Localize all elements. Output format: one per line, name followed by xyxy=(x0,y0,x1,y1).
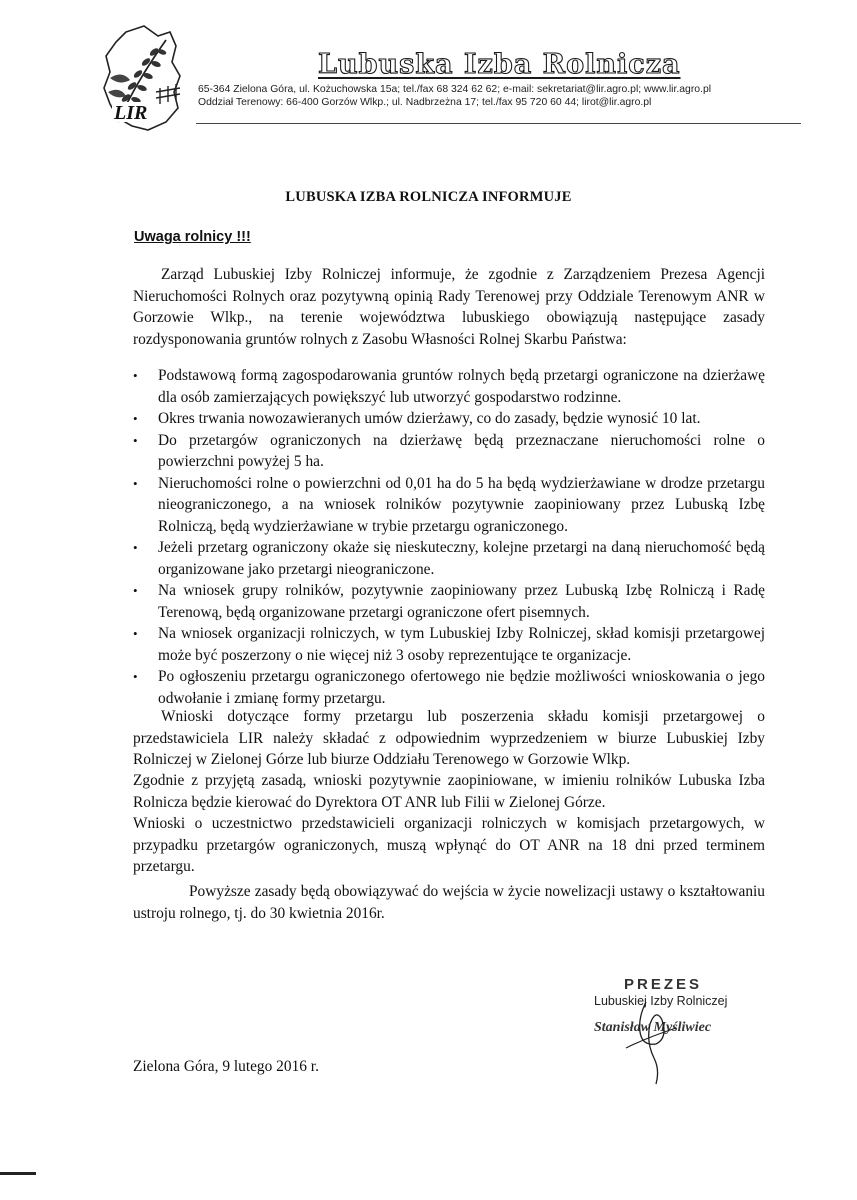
document-title: LUBUSKA IZBA ROLNICZA INFORMUJE xyxy=(285,189,572,205)
page-edge-mark xyxy=(0,1172,36,1175)
place-and-date: Zielona Góra, 9 lutego 2016 r. xyxy=(133,1058,319,1075)
contact-line-hq: 65-364 Zielona Góra, ul. Kożuchowska 15a; tel./fax 68 324 62 62; e-mail: sekretariat@lir.agro.pl; www.lir.agro.pl xyxy=(198,84,712,95)
bullet-icon: • xyxy=(133,669,138,684)
signatory-organization: Lubuskiej Izby Rolniczej xyxy=(594,994,728,1008)
forwarding-paragraph: Zgodnie z przyjętą zasadą, wnioski pozytywnie zaopiniowane, w imieniu rolników Lubuska Izba Rolnicza będzie kierować do Dyrektora OT ANR lub Filii w Zielonej Górze. xyxy=(133,772,765,811)
list-item: • Nieruchomości rolne o powierzchni od 0,01 ha do 5 ha będą wydzierżawiane w drodze przetargu nieograniczonego, a na wniosek rolników pozytywnie zaopiniowany przez Lubuską Izbę Rolniczą, będą wydzierżawiane w trybie przetargu ograniczonego. xyxy=(133,474,765,535)
list-item: • Okres trwania nowozawieranych umów dzierżawy, co do zasady, będzie wynosić 10 lat. xyxy=(133,408,765,430)
contact-line-branch: Oddział Terenowy: 66-400 Gorzów Wlkp.; ul. Nadbrzeżna 17; tel./fax 95 720 60 44; lirot@lir.agro.pl xyxy=(198,97,652,108)
signatory-name: Stanisław Myśliwiec xyxy=(594,1020,712,1035)
letterhead-divider xyxy=(196,123,801,124)
bullet-icon: • xyxy=(133,432,138,448)
validity-paragraph: Powyższe zasady będą obowiązywać do wejścia w życie nowelizacji ustawy o kształtowaniu ustroju rolnego, tj. do 30 kwietnia 2016r. xyxy=(133,883,765,922)
list-item: • Jeżeli przetarg ograniczony okaże się nieskuteczny, kolejne przetargi na daną nieruchomość będą organizowane jako przetargi nieograniczone. xyxy=(133,539,765,578)
deadline-paragraph: Wnioski o uczestnictwo przedstawicieli organizacji rolniczych w komisjach przetargowych, w przypadku przetargów ograniczonych, muszą wpłynąć do OT ANR na 18 dni przed terminem przetargu. xyxy=(133,815,765,875)
applications-paragraph: Wnioski dotyczące formy przetargu lub poszerzenia składu komisji przetargowej o przedstawiciela LIR należy składać z odpowiednim wyprzedzeniem w biurze Lubuskiej Izby Rolniczej w Zielonej Górze lub biurze Oddziału Terenowego w Gorzowie Wlkp. xyxy=(133,708,765,768)
bullet-icon: • xyxy=(133,368,138,383)
bullet-icon: • xyxy=(133,583,138,598)
organization-name: Lubuska Izba Rolnicza xyxy=(318,49,681,80)
bullet-icon: • xyxy=(133,626,138,641)
bullet-icon: • xyxy=(133,411,138,426)
wheat-emblem-icon xyxy=(96,22,188,134)
rules-list xyxy=(133,365,765,709)
attention-heading: Uwaga rolnicy !!! xyxy=(134,229,251,245)
list-item: • Na wniosek organizacji rolniczych, w tym Lubuskiej Izby Rolniczej, skład komisji przetargowej może być poszerzony o nie więcej niż 3 osoby reprezentujące te organizacje. xyxy=(133,625,765,664)
lir-logo-text: LIR xyxy=(114,102,148,124)
bullet-icon: • xyxy=(133,540,138,555)
lir-logo xyxy=(96,22,188,134)
list-item: • Podstawową formą zagospodarowania gruntów rolnych będą przetargi ograniczone na dzierżawę dla osób zamierzających powiększyć lub utworzyć gospodarstwo rodzinne. xyxy=(133,367,765,406)
handwritten-signature xyxy=(616,998,691,1088)
list-item: • Do przetargów ograniczonych na dzierżawę będą przeznaczane nieruchomości rolne o powierzchni powyżej 5 ha. xyxy=(133,431,765,470)
signatory-role: PREZES xyxy=(624,976,703,993)
list-item: • Po ogłoszeniu przetargu ograniczonego ofertowego nie będzie możliwości wnioskowania o jego odwołanie i zmianę formy przetargu. xyxy=(133,668,765,707)
intro-paragraph: Zarząd Lubuskiej Izby Rolniczej informuje, że zgodnie z Zarządzeniem Prezesa Agencji Nieruchomości Rolnych oraz pozytywną opinią Rady Terenowej przy Oddziale Terenowym ANR w Gorzowie Wlkp., na terenie województwa lubuskiego obowiązują następujące zasady rozdysponowania gruntów rolnych z Zasobu Własności Rolnej Skarbu Państwa: xyxy=(133,266,765,348)
bullet-icon: • xyxy=(133,475,138,491)
list-item: • Na wniosek grupy rolników, pozytywnie zaopiniowany przez Lubuską Izbę Rolniczą i Radę Terenową, będą organizowane przetargi ograniczone ofert pisemnych. xyxy=(133,582,765,621)
